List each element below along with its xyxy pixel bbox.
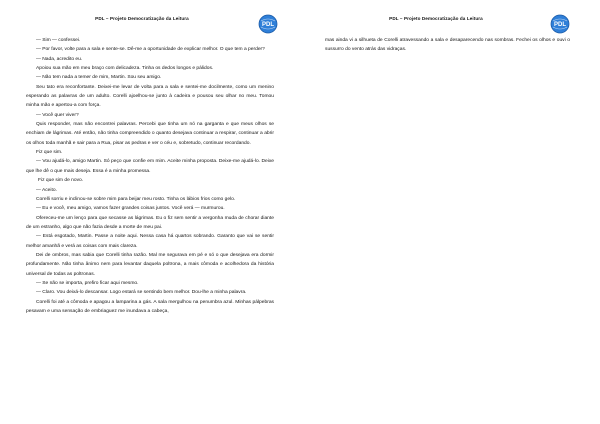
paragraph: Quis responder, mas não encontrei palavras. Percebi que tinha um nó na garganta e que meus olhos se enchiam de lágrimas. Até então, não tinha compreendido o quanto desejava continuar a respirar, continuar a abrir os olhos toda manhã e sair para a Rua, pisar as pedras e ver o céu e, sobretudo, continuar recordando. [26, 122, 274, 146]
paragraph: — Aceito. [36, 187, 57, 193]
paragraph: Fiz que sim de novo. [38, 178, 84, 184]
page-header [300, 10, 600, 34]
page-text [26, 36, 274, 316]
paragraph: mas ainda vi a silhueta de Corelli atravessando a sala e desaparecendo nas sombras. Fechei os olhos e ouvi o sussurro do vento atrás das vidraças. [325, 38, 570, 53]
paragraph: — Está esgotado, Martin. Passe a noite aqui. Nessa casa há quartos sobrando. Garanto que vai se sentir melhor amanhã e verá as coisas com mais clareza. [26, 234, 274, 249]
paragraph: — Você quer viver? [36, 112, 79, 118]
paragraph: Fiz que sim. [36, 150, 63, 156]
svg-text:PDL: PDL [554, 22, 566, 28]
paragraph: — Se não se importa, prefiro ficar aqui mesmo. [36, 280, 139, 286]
page-text [325, 36, 570, 55]
paragraph: Dei de ombros, mas sabia que Corelli tinha razão. Mal me segurava em pé e só o que desejava era dormir profundamente. Não tinha ânimo nem para levantar daquela poltrona, a mais cômoda e acolhedora da história universal de todas as poltronas. [26, 252, 274, 277]
header-text: PDL – Projeto Democratização da Leitura [95, 16, 189, 21]
pdl-logo-icon [550, 14, 570, 34]
header-text: PDL – Projeto Democratização da Leitura [389, 16, 483, 21]
page-header [0, 10, 300, 34]
paragraph: Seu tato era reconfortante. Deixei-me levar de volta para a sala e sentei-me docilmente, como um menino esperando as palavras de um adulto. Corelli ajoelhou-se junto à cadeira e pousou seu olhar no meu. Tomou minha mão e apertou-a com força. [26, 84, 274, 109]
paragraph: Ofereceu-me um lenço para que secasse as lágrimas. Eu o fiz sem sentir a vergonha muda de chorar diante de um estranho, algo que não fazia desde a morte de meu pai. [26, 215, 274, 230]
paragraph: Corelli sorriu e inclinou-se sobre mim para beijar meu rosto. Tinha os lábios frios como gelo. [36, 196, 236, 202]
paragraph: Apoiou sua mão em meu braço com delicadeza. Tinha os dedos longos e pálidos. [36, 66, 214, 72]
paragraph: — Sim — confessei. [36, 38, 81, 43]
right-page [300, 0, 600, 424]
paragraph: — Eu e você, meu amigo, vamos fazer grandes coisas juntos. Você verá — murmurou. [36, 206, 225, 212]
paragraph: — Por favor, volte para a sala e sente-se. Dê-me a oportunidade de explicar melhor. O que tem a perder? [36, 47, 265, 53]
pdl-logo-icon [258, 14, 278, 34]
paragraph: Corelli foi até a cômoda e apagou a lamparina a gás. A sala mergulhou na penumbra azul. Minhas pálpebras pesavam e uma sensação de embriaguez me inundava a cabeça, [26, 299, 274, 314]
svg-text:PDL: PDL [262, 22, 274, 28]
paragraph: — Claro. Vou deixá-lo descansar. Logo estará se sentindo bem melhor. Dou-lhe a minha palavra. [36, 290, 247, 296]
paragraph: — Nada, acredito eu. [36, 56, 83, 62]
paragraph: — Vou ajudá-lo, amigo Martin. Só peço que confie em mim. Aceite minha proposta. Deixe-me ajudá-lo. Deixe que lhe dê o que mais deseja. Essa é a minha promessa. [26, 159, 274, 174]
paragraph: — Não tem nada a temer de mim, Martin. Sou seu amigo. [36, 75, 162, 81]
